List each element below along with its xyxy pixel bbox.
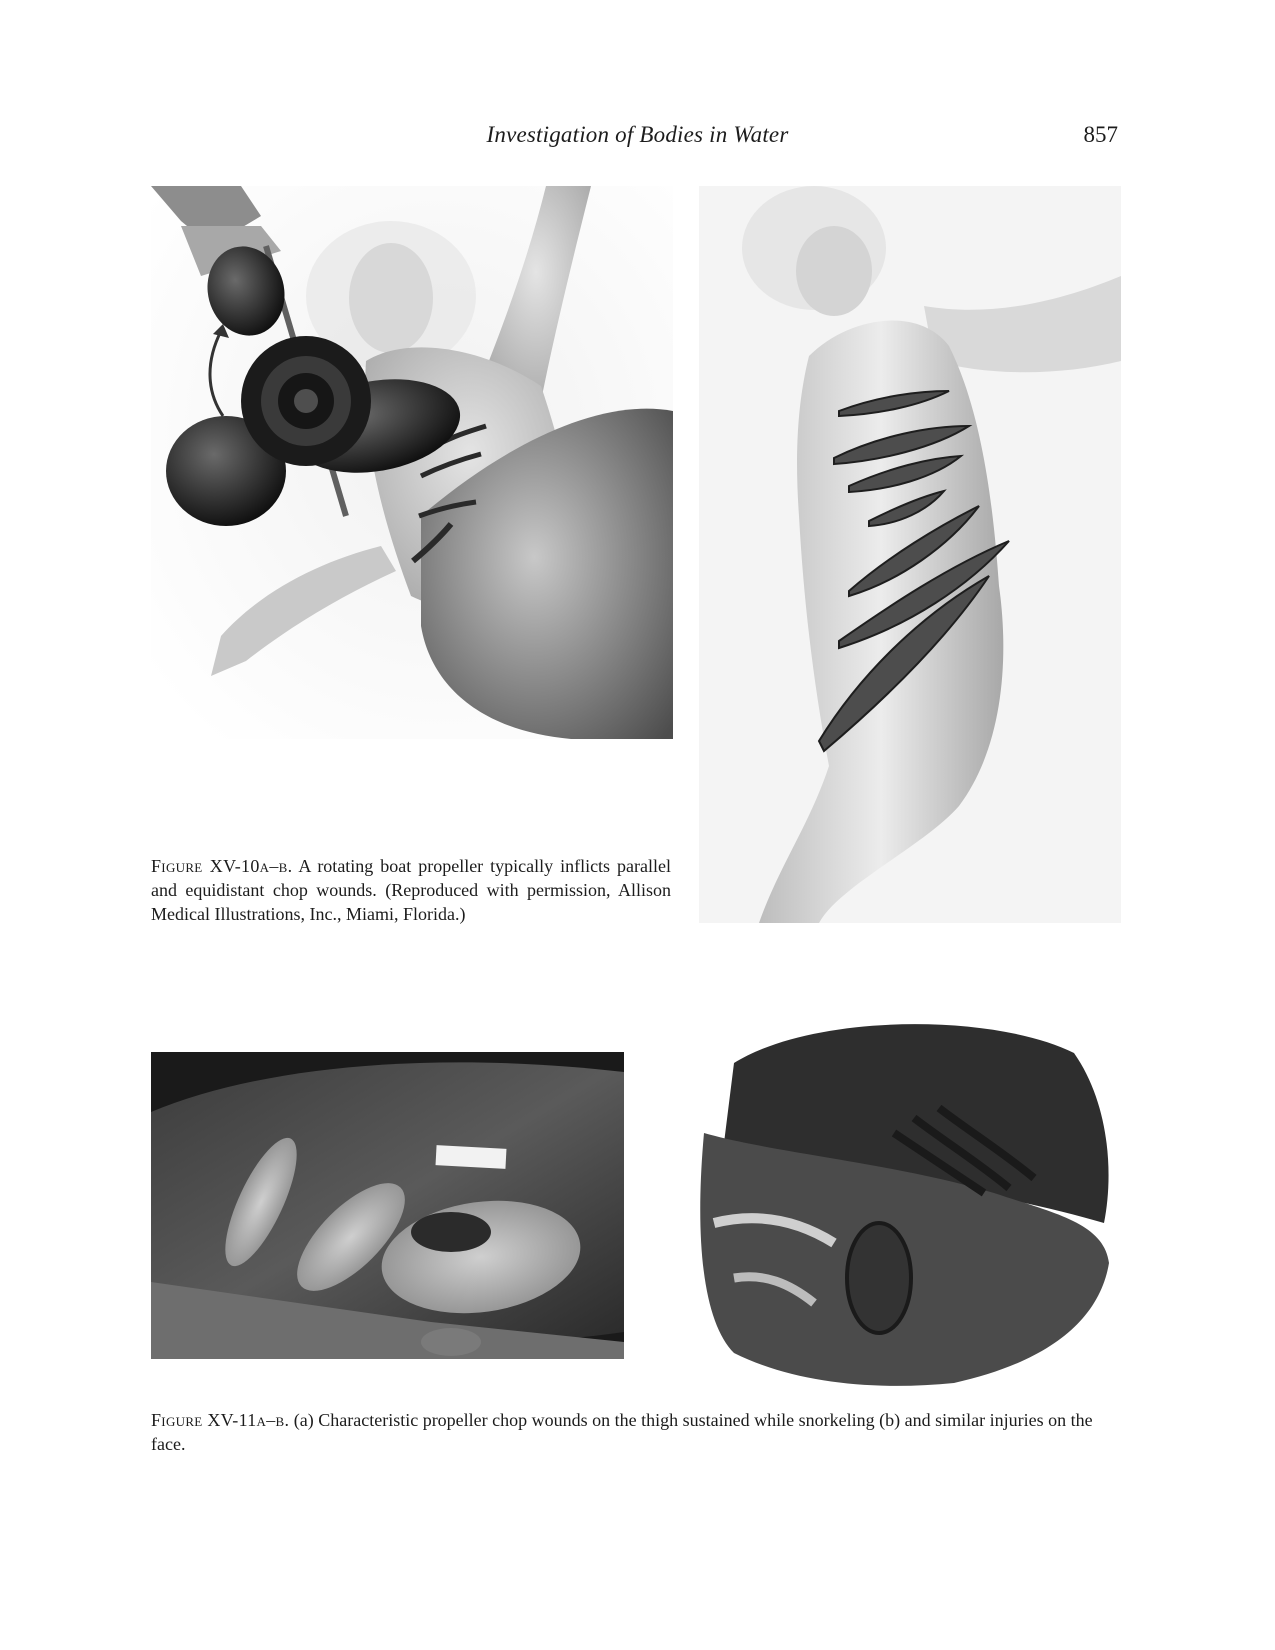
figure-10a-propeller-illustration bbox=[151, 186, 673, 739]
figure-11-caption-text: (a) Characteristic propeller chop wounds on the thigh sustained while snorkeling (b) and similar injuries on the face. bbox=[151, 1410, 1093, 1454]
figure-10-caption bbox=[151, 854, 671, 926]
figure-11-caption bbox=[151, 1408, 1123, 1456]
running-title: Investigation of Bodies in Water bbox=[486, 122, 789, 147]
face-wounds-photo-icon bbox=[694, 1023, 1121, 1391]
figure-10b-torso-illustration bbox=[699, 186, 1121, 923]
figure-11-caption-label: Figure XV-11a–b. bbox=[151, 1410, 290, 1430]
thigh-wounds-photo-icon bbox=[151, 1052, 624, 1359]
figure-10-caption-label: Figure XV-10a–b. bbox=[151, 856, 293, 876]
running-head bbox=[0, 118, 1275, 158]
torso-wounds-illustration-icon bbox=[699, 186, 1121, 923]
propeller-illustration-icon bbox=[151, 186, 673, 739]
figure-11a-thigh-photo bbox=[151, 1052, 624, 1359]
figure-11b-face-photo bbox=[694, 1023, 1121, 1391]
page-number: 857 bbox=[1083, 122, 1118, 147]
figure-10-caption-text: A rotating boat propeller typically inflicts parallel and equidistant chop wounds. (Reproduced with permission, Allison Medical Illustrations, Inc., Miami, Florida.) bbox=[151, 856, 671, 924]
